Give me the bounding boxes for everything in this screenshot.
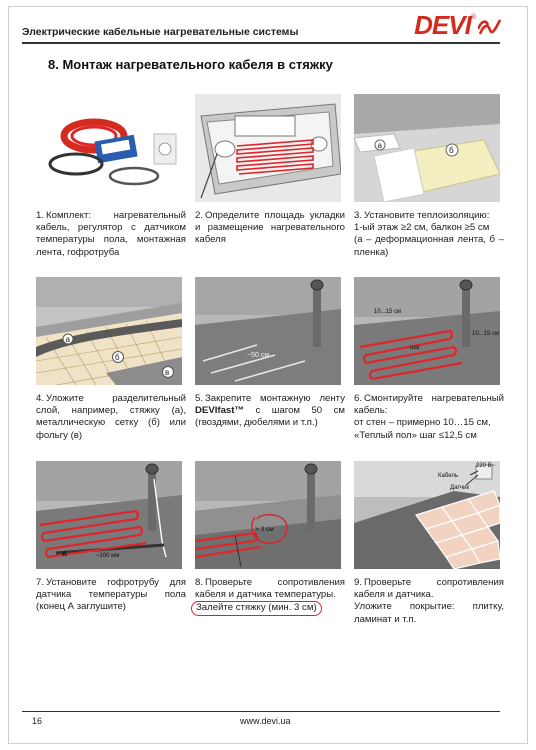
step-7-description: Установите гофротрубу для датчика температуры пола (конец А заглушите) — [36, 577, 186, 613]
step-3-number: 3. — [354, 210, 363, 221]
devi-logo — [414, 12, 502, 38]
step-5-text-after: с шагом 50 см (гвоздями, дюбелями и т.п.) — [195, 405, 345, 429]
step-1-number: 1. — [36, 210, 45, 221]
step-7-distance-label: ~100 мм — [96, 553, 120, 559]
step-8-depth-label: > 3 см — [255, 526, 274, 533]
devi-wave-icon — [478, 16, 502, 38]
step-1-description: Комплект: нагревательный кабель, регулятор с датчиком температуры пола, монтажная лента, гофротруба — [36, 210, 186, 258]
footer-url[interactable]: www.devi.ua — [240, 716, 291, 726]
step-3-label-a: а — [377, 141, 382, 150]
step-9-description: Проверьте сопротивления кабеля и датчика. — [354, 577, 504, 601]
step-6-pitch-label: шаг — [410, 345, 421, 351]
step-4-label-a: а — [65, 335, 70, 344]
step-6-number: 6. — [354, 393, 363, 404]
page-number: 16 — [32, 716, 43, 726]
logo-registered: ® — [470, 14, 476, 21]
step-5-image — [195, 277, 341, 385]
step-4-number: 4. — [36, 393, 45, 404]
step-3-line-3: (а – деформационная лента, б – пленка) — [354, 234, 504, 258]
page-header — [22, 10, 502, 44]
step-9-voltage-label: 220 В~ — [476, 463, 496, 469]
step-8-text — [195, 577, 345, 616]
step-3-text — [354, 210, 504, 259]
footer-rule — [22, 711, 500, 712]
step-6-image — [354, 277, 500, 385]
step-4-label-b: б — [115, 353, 120, 362]
step-7-text — [36, 577, 186, 614]
step-5-text-before: Закрепите монтажную ленту — [205, 393, 345, 404]
section-title: 8. Монтаж нагревательного кабеля в стяжку — [48, 57, 333, 72]
step-9-number: 9. — [354, 577, 363, 588]
step-7-number: 7. — [36, 577, 45, 588]
step-8-highlighted-instruction: Залейте стяжку (мин. 3 см) — [191, 601, 322, 615]
header-rule — [22, 42, 500, 44]
step-8-image — [195, 461, 341, 569]
step-8-number: 8. — [195, 577, 204, 588]
step-9-text — [354, 577, 504, 626]
step-6-wall-distance-right: 10...15 см — [472, 331, 500, 337]
step-4-text — [36, 393, 186, 442]
step-5-text — [195, 393, 345, 430]
step-9-cable-label: Кабель — [438, 473, 458, 479]
step-1-text — [36, 210, 186, 259]
step-3-image — [354, 94, 500, 202]
step-2-image — [195, 94, 341, 202]
step-5-distance-label: ~50 см — [247, 352, 270, 359]
step-9-image — [354, 461, 500, 569]
logo-text: DEVI — [414, 10, 471, 40]
step-4-description: Уложите разделительный слой, например, стяжку (а), металлическую сетку (б) или фольгу (в) — [36, 393, 186, 441]
step-3-label-b: б — [449, 146, 454, 155]
step-6-text — [354, 393, 504, 442]
step-2-number: 2. — [195, 210, 204, 221]
step-5-brand: DEVIfast™ — [195, 405, 245, 417]
step-6-line-1: Смонтируйте нагревательный кабель: — [354, 393, 504, 417]
step-7-label-a: A — [62, 551, 68, 558]
step-1-image — [36, 94, 182, 202]
step-6-wall-distance-left: 10...15 см — [374, 309, 402, 315]
step-9-sensor-label: Датчик — [450, 485, 470, 491]
step-3-line-2: 1-ый этаж ≥2 см, балкон ≥5 см — [354, 222, 490, 234]
step-9-description-2: Уложите покрытие: плитку, ламинат и т.п. — [354, 601, 504, 625]
step-4-image — [36, 277, 182, 385]
step-4-label-c: в — [165, 368, 170, 377]
step-6-line-3: «Теплый пол» шаг ≤12,5 см — [354, 429, 477, 441]
step-8-description: Проверьте сопротивления кабеля и датчика температуры. — [195, 577, 345, 601]
step-3-line-1: Установите теплоизоляцию: — [364, 210, 490, 221]
step-2-description: Определите площадь укладки и размещение нагревательного кабеля — [195, 210, 345, 246]
step-7-image — [36, 461, 182, 569]
step-2-text — [195, 210, 345, 247]
header-title: Электрические кабельные нагревательные системы — [22, 26, 299, 38]
step-6-line-2: от стен – примерно 10…15 см, — [354, 417, 491, 429]
step-5-number: 5. — [195, 393, 204, 404]
